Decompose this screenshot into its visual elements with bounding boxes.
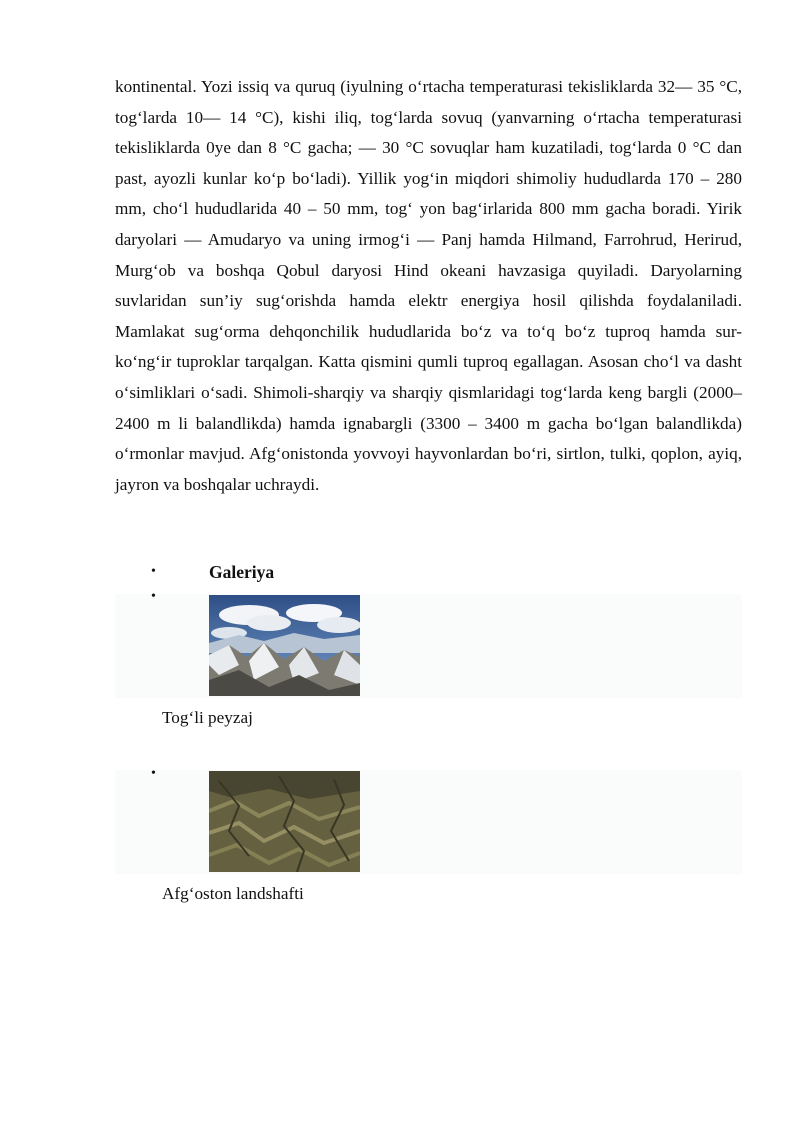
gallery-caption: Togʻli peyzaj [162,708,253,727]
body-paragraph: kontinental. Yozi issiq va quruq (iyulning oʻrtacha temperaturasi tekisliklarda 32— 35 °C, togʻlarda 10— 14 °C), kishi iliq, togʻlarda sovuq (yanvarning oʻrtacha temperaturasi tekisliklarda 0ye dan 8 °C gacha; — 30 °C sovuqlar ham kuzatiladi, togʻlarda 0 °C dan past, ayozli kunlar koʻp boʻladi). Yillik yogʻin miqdori shimoliy hududlarda 170 – 280 mm, choʻl hududlarida 40 – 50 mm, togʻ yon bagʻirlarida 800 mm gacha boradi. Yirik daryolari — Amudaryo va uning irmogʻi — Panj hamda Hilmand, Farrohrud, Herirud, Murgʻob va boshqa Qobul daryosi Hind okeani havzasiga quyiladi. Daryolarning suvlaridan sun’iy sugʻorishda hamda elektr energiya hosil qilishda foydalaniladi. Mamlakat sugʻorma dehqonchilik hududlarida boʻz va toʻq boʻz tuproq hamda sur-koʻngʻir tuproklar tarqalgan. Katta qismini qumli tuproq egallagan. Asosan choʻl va dasht oʻsimliklari oʻsadi. Shimoli-sharqiy va sharqiy qismlaridagi togʻlarda keng bargli (2000–2400 m li balandlikda) hamda ignabargli (3300 – 3400 m gacha boʻlgan balandlikda) oʻrmonlar mavjud. Afgʻonistonda yovvoyi hayvonlardan boʻri, sirtlon, tulki, qoplon, ayiq, jayron va boshqalar uchraydi. [115,77,742,494]
gallery-caption: Afgʻoston landshafti [162,884,304,903]
aerial-terrain-photo[interactable] [209,771,360,872]
gallery-item-bullet: • [151,766,156,781]
gallery-item-bullet: • [151,589,156,604]
gallery-title: Galeriya [209,562,275,582]
gallery-bullet: • [151,564,156,579]
mountain-landscape-photo[interactable] [209,595,360,696]
